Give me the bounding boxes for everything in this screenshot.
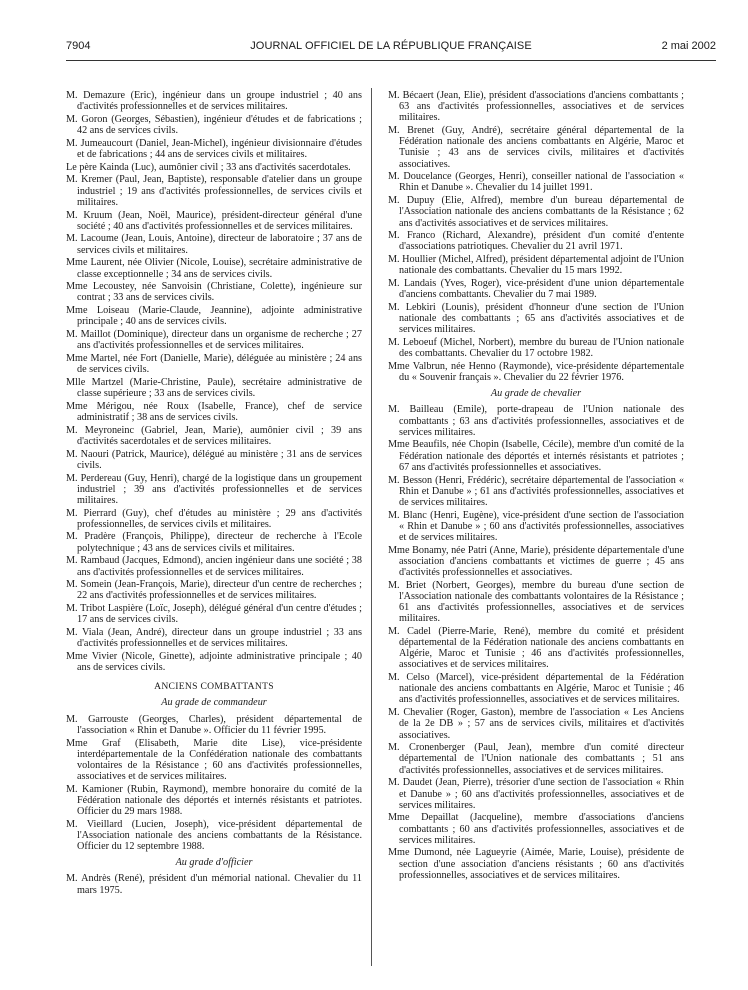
list-entry: M. Meyroneinc (Gabriel, Jean, Marie), aumônier civil ; 39 ans d'activités sacerdotales et de services militaires. bbox=[66, 424, 362, 447]
right-officier-entries-list bbox=[388, 90, 684, 383]
list-entry: Mme Valbrun, née Henno (Raymonde), vice-présidente départementale du « Souvenir français ». Chevalier du 22 février 1976. bbox=[388, 360, 684, 384]
list-entry: M. Jumeaucourt (Daniel, Jean-Michel), ingénieur divisionnaire d'études et de fabrications ; 44 ans de services civils et militaires. bbox=[66, 137, 362, 160]
list-entry: M. Maillot (Dominique), directeur dans un organisme de recherche ; 27 ans d'activités professionnelles et de services militaires. bbox=[66, 329, 362, 352]
list-entry: M. Demazure (Eric), ingénieur dans un groupe industriel ; 40 ans d'activités professionnelles et de services militaires. bbox=[66, 90, 362, 113]
list-entry: M. Brenet (Guy, André), secrétaire général départemental de la Fédération nationale des anciens combattants en Algérie, Maroc et Tunisie ; 43 ans de services civils, militaires et d'activités associatives. bbox=[388, 125, 684, 170]
column-divider bbox=[371, 88, 372, 966]
list-entry: M. Celso (Marcel), vice-président départemental de la Fédération nationale des anciens combattants en Algérie, Maroc et Tunisie ; 46 ans d'activités professionnelles, associatives et de services militaires. bbox=[388, 672, 684, 706]
list-entry: Mme Loiseau (Marie-Claude, Jeannine), adjointe administrative principale ; 40 ans de services civils. bbox=[66, 305, 362, 328]
list-entry: M. Houllier (Michel, Alfred), président départemental adjoint de l'Union nationale des combattants. Chevalier du 15 mars 1992. bbox=[388, 254, 684, 277]
list-entry: M. Landais (Yves, Roger), vice-président d'une union départementale d'anciens combattants. Chevalier du 7 mai 1989. bbox=[388, 278, 684, 301]
list-entry: M. Andrès (René), président d'un mémorial national. Chevalier du 11 mars 1975. bbox=[66, 873, 362, 896]
left-column bbox=[66, 90, 362, 897]
list-entry: M. Pradère (François, Philippe), directeur de recherche à l'Ecole polytechnique ; 43 ans de services civils et militaires. bbox=[66, 531, 362, 554]
list-entry: M. Garrouste (Georges, Charles), président départemental de l'association « Rhin et Danube ». Officier du 11 février 1995. bbox=[66, 713, 362, 736]
list-entry: M. Doucelance (Georges, Henri), conseiller national de l'association « Rhin et Danube ». Chevalier du 14 juillet 1991. bbox=[388, 171, 684, 194]
list-entry: Mme Lecoustey, née Sanvoisin (Christiane, Colette), ingénieure sur contrat ; 33 ans de services civils. bbox=[66, 281, 362, 304]
list-entry: M. Tribot Laspière (Loïc, Joseph), délégué général d'un centre d'études ; 17 ans de services civils. bbox=[66, 603, 362, 626]
list-entry: M. Blanc (Henri, Eugène), vice-président d'une section de l'association « Rhin et Danube » ; 60 ans d'activités professionnelles, associatives et de services militaires. bbox=[388, 509, 684, 543]
list-entry: Mme Mérigou, née Roux (Isabelle, France), chef de service administratif ; 38 ans de services civils. bbox=[66, 400, 362, 423]
list-entry: M. Vieillard (Lucien, Joseph), vice-président départemental de l'Association nationale des anciens combattants de la Résistance. Officier du 12 septembre 1988. bbox=[66, 818, 362, 853]
list-entry: M. Kruum (Jean, Noël, Maurice), président-directeur général d'une société ; 40 ans d'activités professionnelles et de services militaires. bbox=[66, 209, 362, 232]
right-column bbox=[388, 90, 684, 883]
list-entry: M. Cronenberger (Paul, Jean), membre d'un comité directeur départemental de l'Union nationale des combattants ; 51 ans d'activités professionnelles, associatives et de services militaires. bbox=[388, 742, 684, 776]
list-entry: M. Naouri (Patrick, Maurice), délégué au ministère ; 31 ans de services civils. bbox=[66, 448, 362, 471]
list-entry: Mme Depaillat (Jacqueline), membre d'associations d'anciens combattants ; 60 ans d'activités professionnelles, associatives et de services militaires. bbox=[388, 812, 684, 846]
list-entry: M. Cadel (Pierre-Marie, René), membre du comité et président départemental de la Fédération nationale des anciens combattants en Algérie, Maroc et Tunisie ; 46 ans d'activités professionnelles, associatives et de services militaires. bbox=[388, 625, 684, 671]
list-entry: Mlle Martzel (Marie-Christine, Paule), secrétaire administrative de classe supérieure ; 33 ans de services civils. bbox=[66, 376, 362, 400]
list-entry: Le père Kainda (Luc), aumônier civil ; 33 ans d'activités sacerdotales. bbox=[66, 161, 351, 173]
left-entries-list bbox=[66, 90, 362, 673]
chevalier-entries-list bbox=[388, 404, 684, 881]
list-entry: M. Chevalier (Roger, Gaston), membre de l'association « Les Anciens de la 2e DB » ; 57 ans de services civils, militaires et d'activités associatives. bbox=[388, 707, 684, 741]
list-entry: M. Bécaert (Jean, Elie), président d'associations d'anciens combattants ; 63 ans d'activités professionnelles, associatives et de services militaires. bbox=[388, 90, 684, 124]
grade-heading-commandeur: Au grade de commandeur bbox=[161, 697, 267, 709]
list-entry: M. Briet (Norbert, Georges), membre du bureau d'une section de l'Association nationale des combattants volontaires de la Résistance ; 61 ans d'activités professionnelles, associatives et de services militaires. bbox=[388, 579, 684, 625]
list-entry: Mme Martel, née Fort (Danielle, Marie), déléguée au ministère ; 24 ans de services civils. bbox=[66, 352, 362, 376]
list-entry: M. Kamioner (Rubin, Raymond), membre honoraire du comité de la Fédération nationale des déportés et internés résistants et patriotes. Officier du 29 mars 1988. bbox=[66, 783, 362, 818]
grade-heading-officier: Au grade d'officier bbox=[175, 857, 253, 869]
list-entry: M. Lacoume (Jean, Louis, Antoine), directeur de laboratoire ; 37 ans de services civils et militaires. bbox=[66, 233, 362, 256]
list-entry: M. Viala (Jean, André), directeur dans un groupe industriel ; 33 ans d'activités professionnelles et de services militaires. bbox=[66, 627, 362, 650]
list-entry: M. Daudet (Jean, Pierre), trésorier d'une section de l'association « Rhin et Danube » ; 60 ans d'activités professionnelles, associatives et de services militaires. bbox=[388, 777, 684, 811]
page-number: 7904 bbox=[66, 40, 91, 52]
page-header bbox=[66, 40, 716, 56]
list-entry: Mme Dumond, née Lagueyrie (Aimée, Marie, Louise), présidente de section d'une association d'anciens résistants ; 60 ans d'activités professionnelles, associatives et de services militaires. bbox=[388, 847, 684, 881]
list-entry: M. Dupuy (Elie, Alfred), membre d'un bureau départemental de l'Association nationale des anciens combattants de la Résistance ; 62 ans d'activités associatives et de services militaires. bbox=[388, 195, 684, 229]
commandeur-entries-list bbox=[66, 714, 362, 853]
list-entry: M. Leboeuf (Michel, Norbert), membre du bureau de l'Union nationale des combattants. Chevalier du 17 octobre 1982. bbox=[388, 337, 684, 360]
list-entry: M. Somein (Jean-François, Marie), directeur d'un centre de recherches ; 22 ans d'activités professionnelles et de services militaires. bbox=[66, 579, 362, 602]
list-entry: Mme Bonamy, née Patri (Anne, Marie), présidente départementale d'une association d'anciens combattants et victimes de guerre ; 45 ans d'activités professionnelles et associatives. bbox=[388, 544, 684, 578]
list-entry: Mme Vivier (Nicole, Ginette), adjointe administrative principale ; 40 ans de services civils. bbox=[66, 651, 362, 674]
list-entry: Mme Graf (Elisabeth, Marie dite Lise), vice-présidente interdépartementale de la Confédération nationale des combattants volontaires de la Résistance ; 60 ans d'activités professionnelles, associatives et de services militaires. bbox=[66, 737, 362, 782]
list-entry: M. Pierrard (Guy), chef d'études au ministère ; 29 ans d'activités professionnelles, de services civils et militaires. bbox=[66, 507, 362, 530]
list-entry: M. Bailleau (Emile), porte-drapeau de l'Union nationale des combattants ; 63 ans d'activités professionnelles, associatives et de services militaires. bbox=[388, 404, 684, 438]
list-entry: Mme Beaufils, née Chopin (Isabelle, Cécile), membre d'un comité de la Fédération nationale des déportés et internés résistants et patriotes ; 67 ans d'activités professionnelles et associatives. bbox=[388, 439, 684, 473]
list-entry: Mme Laurent, née Olivier (Nicole, Louise), secrétaire administrative de classe exceptionnelle ; 34 ans de services civils. bbox=[66, 257, 362, 280]
officier-entries-list bbox=[66, 873, 362, 895]
list-entry: M. Besson (Henri, Frédéric), secrétaire départemental de l'association « Rhin et Danube » ; 61 ans d'activités professionnelles, associatives et de services militaires. bbox=[388, 474, 684, 508]
list-entry: M. Lebkiri (Lounis), président d'honneur d'une section de l'Union nationale des combattants ; 65 ans d'activités associatives et de services militaires. bbox=[388, 301, 684, 336]
journal-title: JOURNAL OFFICIEL DE LA RÉPUBLIQUE FRANÇAISE bbox=[250, 40, 532, 52]
list-entry: M. Perdereau (Guy, Henri), chargé de la logistique dans un groupement industriel ; 39 ans d'activités professionnelles et de services militaires. bbox=[66, 472, 362, 506]
header-rule bbox=[66, 60, 716, 61]
list-entry: M. Goron (Georges, Sébastien), ingénieur d'études et de fabrications ; 42 ans de services civils. bbox=[66, 113, 362, 137]
publication-date: 2 mai 2002 bbox=[661, 40, 716, 52]
list-entry: M. Rambaud (Jacques, Edmond), ancien ingénieur dans une société ; 38 ans d'activités professionnelles et de services militaires. bbox=[66, 555, 362, 578]
list-entry: M. Kremer (Paul, Jean, Baptiste), responsable d'atelier dans un groupe industriel ; 19 ans d'activités professionnelles, de services civils et militaires. bbox=[66, 174, 362, 208]
list-entry: M. Franco (Richard, Alexandre), président d'un comité d'entente d'associations patriotiques. Chevalier du 21 avril 1971. bbox=[388, 230, 684, 253]
grade-heading-chevalier: Au grade de chevalier bbox=[490, 388, 582, 400]
section-heading-anciens-combattants: ANCIENS COMBATTANTS bbox=[154, 681, 274, 693]
